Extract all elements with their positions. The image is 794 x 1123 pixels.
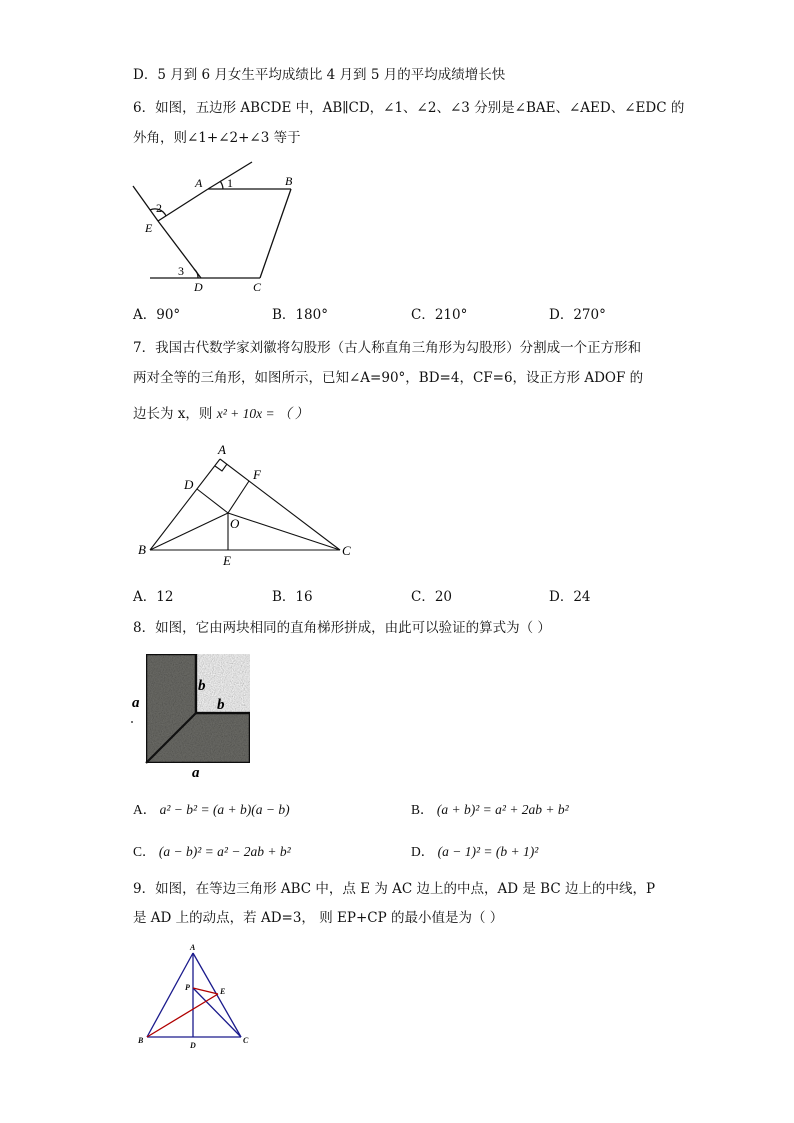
q9-label-p: P: [185, 983, 190, 992]
q7-option-d-label: D．: [549, 589, 574, 605]
q8-option-b[interactable]: [411, 801, 569, 819]
q6-side-cb: [260, 189, 291, 278]
q8-option-c-text: (a − b)² = a² − 2ab + b²: [158, 844, 291, 859]
q9-segment-be: [147, 994, 218, 1037]
q7-option-c-label: C．: [411, 589, 435, 605]
q8-option-d[interactable]: [411, 843, 538, 861]
q6-option-d-label: D．: [549, 307, 574, 323]
q6-option-b-text: 180°: [295, 307, 328, 323]
q8-option-a-label: A．: [133, 802, 157, 817]
q8-label-a-bottom: a: [192, 765, 200, 780]
q7-label-o: O: [230, 516, 240, 531]
q9-label-c: C: [243, 1036, 249, 1045]
q6-option-a-label: A．: [133, 307, 157, 323]
q6-option-c[interactable]: [411, 306, 467, 324]
q6-option-a-text: 90°: [156, 307, 181, 323]
q7-expression: x² + 10x = （ ）: [216, 406, 309, 421]
q6-ray-extended-ae: [133, 186, 158, 221]
q8-option-c-label: C．: [133, 844, 156, 859]
q6-option-c-label: C．: [411, 307, 435, 323]
q7-side-ba: [150, 459, 220, 550]
q8-option-b-label: B．: [411, 802, 434, 817]
q9-label-d: D: [190, 1041, 196, 1050]
q7-option-b[interactable]: [272, 588, 313, 606]
q7-stem-line3-text: 边长为 x，则: [133, 406, 217, 422]
q7-option-a-text: 12: [156, 589, 174, 605]
q7-triangle-figure: [132, 442, 362, 572]
q6-label-a: A: [195, 176, 203, 190]
q8-label-b-mid: b: [217, 697, 225, 713]
q6-option-b-label: B．: [272, 307, 296, 323]
q6-angle3-arc: [194, 269, 198, 278]
q9-stem-line1: 9．如图，在等边三角形 ABC 中，点 E 为 AC 边上的中点，AD 是 BC 边上的中线，P: [133, 881, 656, 897]
q6-option-c-text: 210°: [434, 307, 468, 323]
q9-label-a: A: [190, 943, 196, 952]
q7-label-a: A: [218, 442, 226, 457]
q7-option-b-text: 16: [295, 589, 313, 605]
q9-label-e: E: [220, 987, 226, 996]
q6-label-angle1: 1: [227, 176, 233, 190]
q5-option-d: D．5 月到 6 月女生平均成绩比 4 月到 5 月的平均成绩增长快: [133, 67, 506, 83]
q6-label-angle3: 3: [178, 264, 184, 278]
q6-stem-line2: 外角，则∠1+∠2+∠3 等于: [133, 130, 301, 146]
q8-label-a-left: a: [132, 695, 140, 711]
q6-stem-line1: 6．如图，五边形 ABCDE 中，AB∥CD，∠1、∠2、∠3 分别是∠BAE、∠AED、∠EDC 的: [133, 100, 685, 116]
q7-option-c-text: 20: [434, 589, 453, 605]
q6-label-c: C: [253, 280, 262, 294]
q7-segment-of: [228, 481, 249, 513]
q9-label-b: B: [138, 1036, 144, 1045]
q8-stem-line1: 8．如图，它由两块相同的直角梯形拼成，由此可以验证的算式为（ ）: [133, 620, 551, 636]
q7-segment-oc: [228, 513, 340, 550]
q6-option-a[interactable]: [133, 306, 180, 324]
q7-label-d: D: [184, 477, 194, 492]
q7-option-d-text: 24: [573, 589, 591, 605]
q7-option-c[interactable]: [411, 588, 452, 606]
q7-stem-line2: 两对全等的三角形，如图所示，已知∠A=90°，BD=4，CF=6，设正方形 ADOF 的: [133, 370, 644, 386]
q7-segment-bo: [150, 513, 228, 550]
q8-option-d-label: D．: [411, 844, 435, 859]
q8-option-c[interactable]: [133, 843, 291, 861]
q6-angle1-arc: [220, 181, 223, 189]
q8-option-b-text: (a + b)² = a² + 2ab + b²: [436, 802, 569, 817]
q8-option-a-text: a² − b² = (a + b)(a − b): [159, 802, 290, 817]
q6-label-e: E: [145, 221, 153, 235]
q7-label-e: E: [223, 553, 231, 568]
q6-label-d: D: [194, 280, 203, 294]
q9-equilateral-figure: [130, 940, 260, 1052]
q8-stray-dot: [131, 721, 133, 723]
q7-side-ac: [220, 459, 340, 550]
q8-trapezoid-figure: [128, 650, 258, 780]
q9-stem-line2: 是 AD 上的动点，若 AD=3， 则 EP+CP 的最小值是为（ ）: [133, 910, 504, 926]
q7-stem-line1: 7．我国古代数学家刘徽将勾股形（古人称直角三角形为勾股形）分割成一个正方形和: [133, 340, 642, 356]
q7-right-angle-mark: [215, 464, 227, 471]
q6-label-b: B: [285, 174, 293, 188]
q7-label-f: F: [253, 467, 261, 482]
q7-segment-do: [197, 489, 228, 513]
q6-label-angle2: 2: [156, 201, 162, 215]
q7-option-a[interactable]: [133, 588, 173, 606]
q6-option-b[interactable]: [272, 306, 328, 324]
q7-label-b: B: [138, 542, 146, 557]
q7-label-c: C: [342, 543, 351, 558]
q7-stem-line3: [133, 405, 308, 423]
q6-option-d[interactable]: [549, 306, 606, 324]
q7-option-b-label: B．: [272, 589, 296, 605]
q7-option-a-label: A．: [133, 589, 157, 605]
q7-option-d[interactable]: [549, 588, 591, 606]
q6-option-d-text: 270°: [573, 307, 606, 323]
q8-label-b-top: b: [198, 678, 206, 694]
q9-side-ab: [147, 953, 193, 1037]
q8-option-a[interactable]: [133, 801, 290, 819]
q8-option-d-text: (a − 1)² = (b + 1)²: [437, 844, 539, 859]
q6-pentagon-figure: [128, 158, 308, 298]
